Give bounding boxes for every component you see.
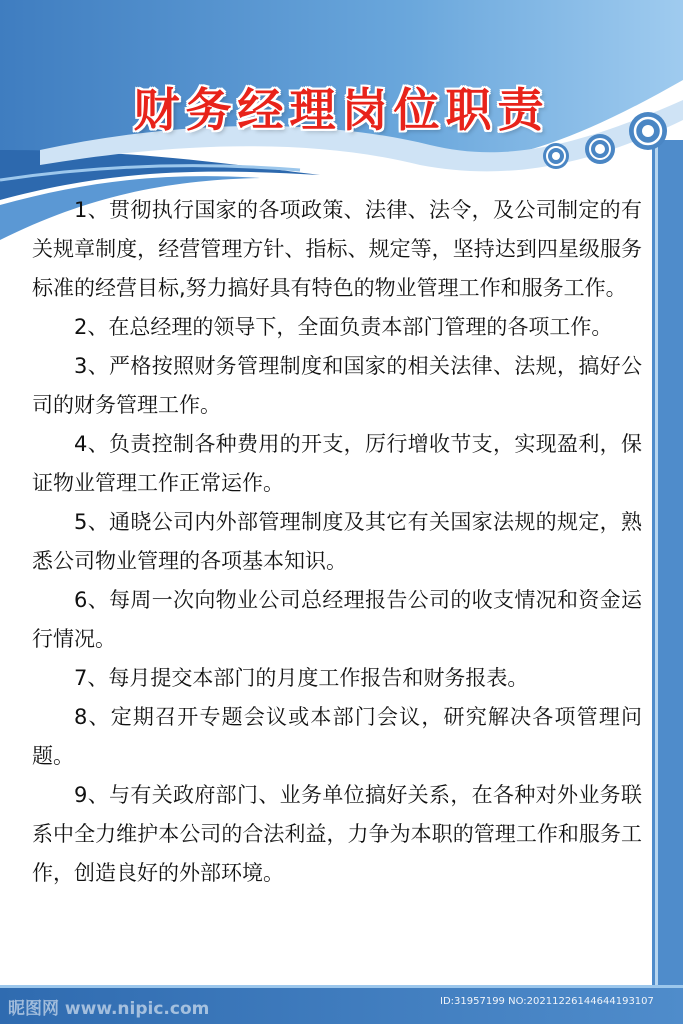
duty-item-1: 1、贯彻执行国家的各项政策、法律、法令，及公司制定的有关规章制度，经营管理方针、指标、规定等，坚持达到四星级服务标准的经营目标,努力搞好具有特色的物业管理工作和服务工作。 — [32, 198, 642, 300]
footer-id: ID:31957199 NO:20211226144644193107 — [440, 996, 654, 1007]
duty-item-5: 5、通晓公司内外部管理制度及其它有关国家法规的规定，熟悉公司物业管理的各项基本知识。 — [32, 510, 642, 573]
duty-list — [32, 191, 642, 893]
duty-item-8: 8、定期召开专题会议或本部门会议，研究解决各项管理问题。 — [32, 705, 642, 768]
circle-ornament-small — [543, 143, 569, 169]
duty-item-7: 7、每月提交本部门的月度工作报告和财务报表。 — [74, 666, 529, 690]
duty-item-2: 2、在总经理的领导下，全面负责本部门管理的各项工作。 — [74, 315, 613, 339]
page-title: 财务经理岗位职责 — [133, 83, 550, 137]
watermark-logo — [8, 990, 210, 1020]
duty-item-3: 3、严格按照财务管理制度和国家的相关法律、法规，搞好公司的财务管理工作。 — [32, 354, 642, 417]
watermark-text: 昵图网 www.nipic.com — [8, 999, 210, 1019]
duty-item-9: 9、与有关政府部门、业务单位搞好关系，在各种对外业务联系中全力维护本公司的合法利益，力争为本职的管理工作和服务工作，创造良好的外部环境。 — [32, 783, 642, 885]
duty-item-4: 4、负责控制各种费用的开支，厉行增收节支，实现盈利，保证物业管理工作正常运作。 — [32, 432, 642, 495]
duty-item-6: 6、每周一次向物业公司总经理报告公司的收支情况和资金运行情况。 — [32, 588, 642, 651]
